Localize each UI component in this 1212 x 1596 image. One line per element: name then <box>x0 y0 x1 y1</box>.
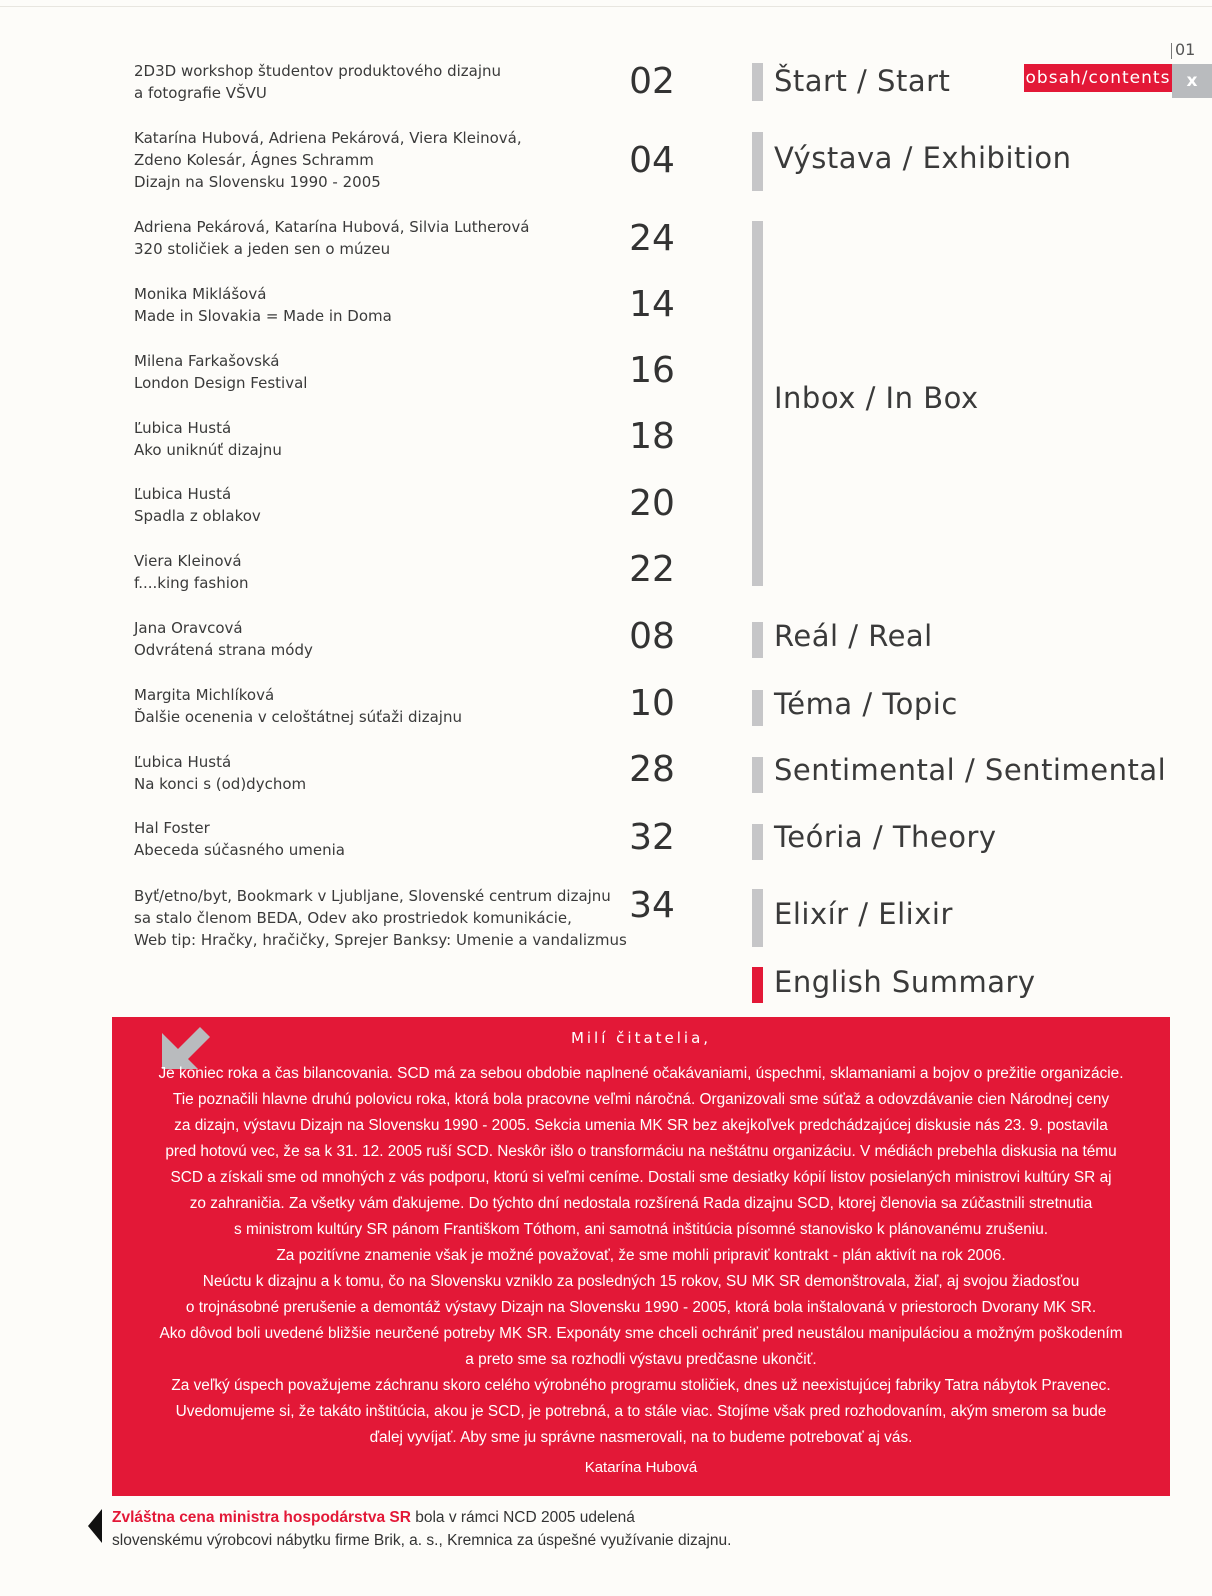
section-label[interactable]: Výstava / Exhibition <box>774 141 1072 175</box>
contents-entry[interactable] <box>134 283 392 327</box>
contents-entry[interactable] <box>134 483 261 527</box>
entry-line: f....king fashion <box>134 574 249 592</box>
letter-greeting: Milí čitatelia, <box>570 1029 712 1047</box>
entry-line-first: Milena Farkašovská <box>134 352 280 370</box>
letter-line: s ministrom kultúry SR pánom Františkom Tóthom, ani samotná inštitúcia písomné stanovisko k plánovanému zrušeniu. <box>233 1221 1049 1238</box>
entry-line-first: Viera Kleinová <box>134 552 242 570</box>
contents-entry[interactable] <box>134 617 313 661</box>
entry-line: Ďalšie ocenenia v celoštátnej súťaži dizajnu <box>134 708 462 726</box>
entry-page-number[interactable]: 16 <box>629 350 675 391</box>
letter-line: za dizajn, výstavu Dizajn na Slovensku 1990 - 2005. Sekcia umenia MK SR bez akejkoľvek predchádzajúcej diskusie nás 23. 9. postavila <box>174 1117 1108 1134</box>
letter-line: zo zahraničia. Za všetky vám ďakujeme. Do týchto dní nedostala rozšírená Rada dizajnu SCD, ktorej členovia sa zúčastnili stretnutia <box>189 1195 1093 1212</box>
letter-body <box>126 1061 1156 1451</box>
contents-entry[interactable] <box>134 417 282 461</box>
entry-page-number[interactable]: 28 <box>629 749 675 790</box>
footnote <box>112 1506 731 1552</box>
footnote-highlight: Zvláštna cena ministra hospodárstva SR <box>112 1509 411 1526</box>
letter-line: Za pozitívne znamenie však je možné považovať, že sme mohli pripraviť kontrakt - plán aktivít na rok 2006. <box>276 1247 1006 1264</box>
entry-line: 320 stoličiek a jeden sen o múzeu <box>134 240 391 258</box>
entry-line-first: Ľubica Hustá <box>134 485 232 503</box>
entry-line: Dizajn na Slovensku 1990 - 2005 <box>134 173 381 191</box>
entry-line: sa stalo členom BEDA, Odev ako prostriedok komunikácie, <box>134 909 572 927</box>
letter-signature: Katarína Hubová <box>584 1459 698 1476</box>
section-bar <box>752 63 763 101</box>
entry-line: Ako uniknúť dizajnu <box>134 441 282 459</box>
entry-page-number[interactable]: 20 <box>629 483 675 524</box>
entry-line-first: Byť/etno/byt, Bookmark v Ljubljane, Slovenské centrum dizajnu <box>134 887 611 905</box>
entry-page-number[interactable]: 14 <box>629 284 675 325</box>
contents-tag: obsah/contents <box>1024 64 1172 92</box>
entry-page-number[interactable]: 10 <box>629 683 675 724</box>
section-bar <box>752 132 763 191</box>
entry-line: Na konci s (od)dychom <box>134 775 307 793</box>
entry-line: Abeceda súčasného umenia <box>134 841 345 859</box>
contents-entry[interactable] <box>134 350 307 394</box>
contents-entry[interactable] <box>134 60 501 104</box>
close-icon[interactable]: x <box>1172 64 1212 98</box>
entry-page-number[interactable]: 02 <box>629 61 675 102</box>
entry-page-number[interactable]: 24 <box>629 218 675 259</box>
entry-page-number[interactable]: 22 <box>629 549 675 590</box>
contents-entry[interactable] <box>134 550 249 594</box>
entry-line-first: Hal Foster <box>134 819 210 837</box>
section-label[interactable]: Štart / Start <box>774 64 951 98</box>
letter-line: a preto sme sa rozhodli výstavu predčasne ukončiť. <box>465 1351 817 1368</box>
entry-line: Odvrátená strana módy <box>134 641 313 659</box>
contents-entry[interactable] <box>134 817 345 861</box>
section-bar <box>752 690 763 726</box>
letter-line: Za veľký úspech považujeme záchranu skoro celého výrobného programu stoličiek, dnes už neexistujúcej fabriky Tatra nábytok Pravenec. <box>171 1377 1111 1394</box>
contents-entry[interactable] <box>134 127 522 193</box>
letter-line: ďalej vyvíjať. Aby sme ju správne nasmerovali, na to budeme potrebovať aj vás. <box>369 1429 913 1446</box>
entry-line-first: Adriena Pekárová, Katarína Hubová, Silvia Lutherová <box>134 218 530 236</box>
section-label[interactable]: Sentimental / Sentimental <box>774 753 1167 787</box>
entry-page-number[interactable]: 18 <box>629 416 675 457</box>
entry-page-number[interactable]: 32 <box>629 817 675 858</box>
contents-entry[interactable] <box>134 684 462 728</box>
entry-line: Web tip: Hračky, hračičky, Sprejer Banksy: Umenie a vandalizmus <box>134 931 627 949</box>
entry-line-first: 2D3D workshop študentov produktového dizajnu <box>134 62 502 80</box>
section-label[interactable]: Elixír / Elixir <box>774 897 953 931</box>
entry-page-number[interactable]: 34 <box>629 885 675 926</box>
entry-line-first: Jana Oravcová <box>134 619 243 637</box>
entry-line: Spadla z oblakov <box>134 507 261 525</box>
page-number-divider <box>1171 43 1172 59</box>
contents-entry[interactable] <box>134 751 306 795</box>
arrow-left-icon <box>88 1509 102 1543</box>
letter-line: Ako dôvod boli uvedené bližšie neurčené potreby MK SR. Exponáty sme chceli ochrániť pred neustálou manipuláciou a možným poškodením <box>159 1325 1123 1342</box>
letter-line: Tie poznačili hlavne druhú polovicu roka, ktorá bola pracovne veľmi náročná. Organizovali sme súťaž a odovzdávanie cien Národnej ceny <box>172 1091 1110 1108</box>
entry-line-first: Ľubica Hustá <box>134 753 232 771</box>
section-label[interactable]: Inbox / In Box <box>774 381 979 415</box>
section-label[interactable]: Reál / Real <box>774 619 933 653</box>
entry-line: a fotografie VŠVU <box>134 84 267 102</box>
entry-line-first: Katarína Hubová, Adriena Pekárová, Viera Kleinová, <box>134 129 522 147</box>
letter-line: pred hotovú vec, že sa k 31. 12. 2005 ruší SCD. Neskôr išlo o transformáciu na neštátnu organizáciu. V médiách prebehla diskusia na tému <box>165 1143 1117 1160</box>
entry-line: London Design Festival <box>134 374 308 392</box>
footnote-line2: slovenskému výrobcovi nábytku firme Brik, a. s., Kremnica za úspešné využívanie dizajnu. <box>112 1532 732 1549</box>
section-bar <box>752 221 763 586</box>
entry-line: Zdeno Kolesár, Ágnes Schramm <box>134 151 374 169</box>
contents-entry[interactable] <box>134 885 627 951</box>
letter-line: Neúctu k dizajnu a k tomu, čo na Slovensku vzniklo za posledných 15 rokov, SU MK SR demonštrovala, žiaľ, aj svojou žiadosťou <box>202 1273 1080 1290</box>
editorial-box <box>112 1017 1170 1496</box>
entry-line-first: Ľubica Hustá <box>134 419 232 437</box>
letter-line: Je koniec roka a čas bilancovania. SCD má za sebou obdobie naplnené očakávaniami, úspechmi, sklamaniami a bojov o prežitie organizácie. <box>158 1065 1124 1082</box>
page-number: 01 <box>1175 40 1196 59</box>
entry-line-first: Monika Miklášová <box>134 285 267 303</box>
entry-line: Made in Slovakia = Made in Doma <box>134 307 392 325</box>
entry-line-first: Margita Michlíková <box>134 686 275 704</box>
contents-entry[interactable] <box>134 216 529 260</box>
section-bar <box>752 967 763 1003</box>
letter-line: Uvedomujeme si, že takáto inštitúcia, akou je SCD, je potrebná, a to stále viac. Stojíme však pred rozhodovaním, akým smerom sa bude <box>175 1403 1107 1420</box>
section-bar <box>752 824 763 860</box>
letter-line: SCD a získali sme od mnohých z vás podporu, ktorú si veľmi ceníme. Dostali sme desiatky kópií listov posielaných ministrovi kultúry SR aj <box>170 1169 1112 1186</box>
section-label[interactable]: Téma / Topic <box>774 687 958 721</box>
section-bar <box>752 757 763 793</box>
top-rule <box>0 6 1212 7</box>
section-label[interactable]: English Summary <box>774 965 1036 999</box>
entry-page-number[interactable]: 04 <box>629 140 675 181</box>
section-bar <box>752 622 763 658</box>
footnote-line1: bola v rámci NCD 2005 udelená <box>410 1509 635 1526</box>
entry-page-number[interactable]: 08 <box>629 616 675 657</box>
section-label[interactable]: Teória / Theory <box>774 820 997 854</box>
section-bar <box>752 889 763 947</box>
letter-line: o trojnásobné prerušenie a demontáž výstavy Dizajn na Slovensku 1990 - 2005, ktorá bola inštalovaná v priestoroch Dvorany MK SR. <box>185 1299 1097 1316</box>
